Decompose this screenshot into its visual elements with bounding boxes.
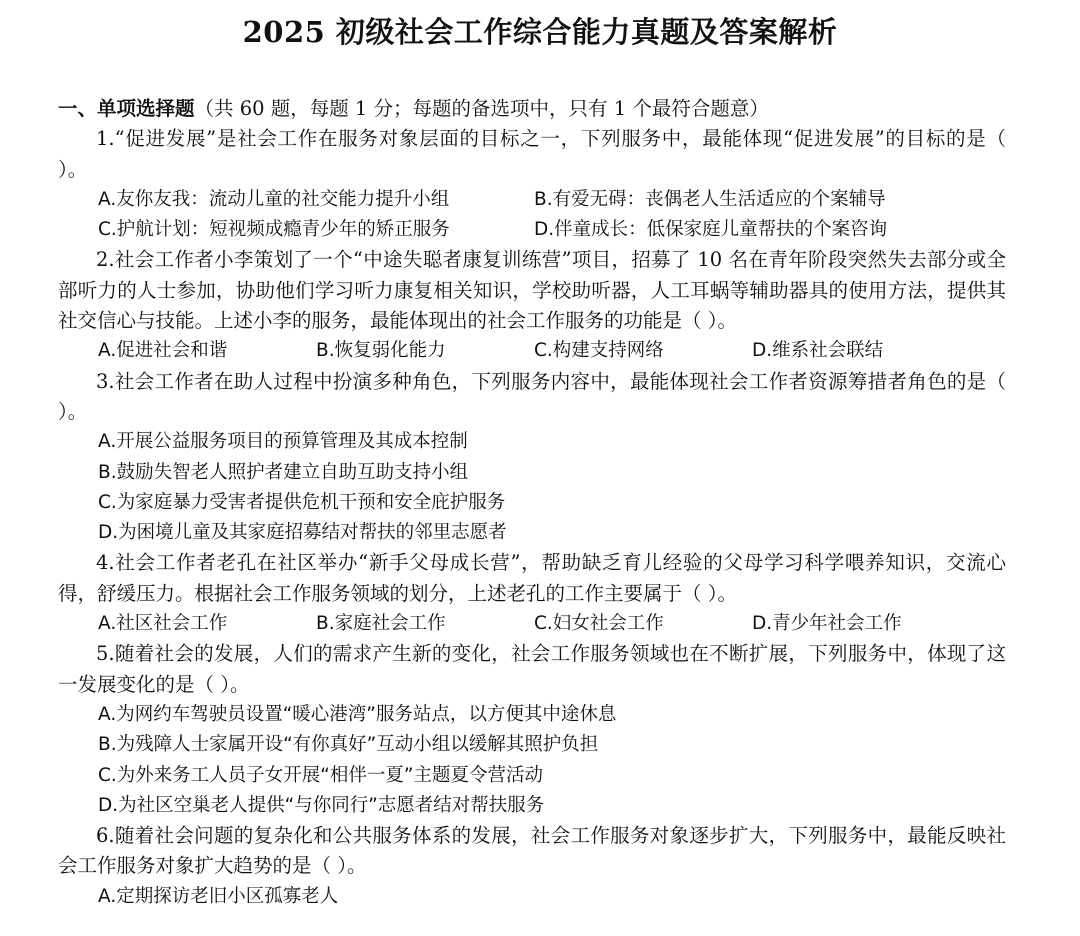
question-1-option-a: A.友你友我：流动儿童的社交能力提升小组: [98, 188, 450, 210]
question-1-options-row-1: [58, 185, 1006, 215]
question-4-stem: 4.社会工作者老孔在社区举办“新手父母成长营”，帮助缺乏育儿经验的父母学习科学喂养知识，交流心得，舒缓压力。根据社会工作服务领域的划分，上述老孔的工作主要属于（ ）。: [58, 551, 1006, 605]
question-2-option-b: B.恢复弱化能力: [316, 340, 446, 362]
question-3-option-b: B.鼓励失智老人照护者建立自助互助支持小组: [98, 461, 469, 483]
question-2-option-c: C.构建支持网络: [534, 340, 664, 362]
question-5-option-c: C.为外来务工人员子女开展“相伴一夏”主题夏令营活动: [98, 764, 543, 786]
question-1-stem: 1.“促进发展”是社会工作在服务对象层面的目标之一，下列服务中，最能体现“促进发展”的目标的是（ ）。: [58, 127, 1006, 181]
question-2-options-row: [58, 336, 1006, 366]
question-3-option-d: D.为困境儿童及其家庭招募结对帮扶的邻里志愿者: [98, 522, 507, 544]
question-5-option-a: A.为网约车驾驶员设置“暖心港湾”服务站点，以方便其中途休息: [98, 703, 617, 725]
question-6-option-a: A.定期探访老旧小区孤寡老人: [98, 885, 339, 907]
question-1-option-b: B.有爱无碍：丧偶老人生活适应的个案辅导: [534, 188, 886, 210]
document-body: [58, 94, 1006, 912]
question-4-option-c: C.妇女社会工作: [534, 613, 664, 635]
question-2-option-a: A.促进社会和谐: [98, 340, 228, 362]
document-title: 2025 初级社会工作综合能力真题及答案解析: [242, 15, 838, 49]
section-note: （共 60 题，每题 1 分；每题的备选项中，只有 1 个最符合题意）: [194, 97, 769, 120]
question-1-options-row-2: [58, 215, 1006, 245]
question-2-stem: 2.社会工作者小李策划了一个“中途失聪者康复训练营”项目，招募了 10 名在青年阶段突然失去部分或全部听力的人士参加，协助他们学习听力康复相关知识，学校助听器，人工耳蜗等辅助器具的使用方法，提供其社交信心与技能。上述小李的服务，最能体现出的社会工作服务的功能是（ ）。: [58, 248, 1006, 333]
question-3-option-a: A.开展公益服务项目的预算管理及其成本控制: [98, 431, 468, 453]
question-3-stem: 3.社会工作者在助人过程中扮演多种角色，下列服务内容中，最能体现社会工作者资源筹措者角色的是（ ）。: [58, 369, 1006, 423]
question-4-option-a: A.社区社会工作: [98, 613, 228, 635]
question-6-stem: 6.随着社会问题的复杂化和公共服务体系的发展，社会工作服务对象逐步扩大，下列服务中，最能反映社会工作服务对象扩大趋势的是（ ）。: [58, 824, 1006, 878]
section-heading: 一、单项选择题: [58, 97, 195, 120]
question-1-option-c: C.护航计划：短视频成瘾青少年的矫正服务: [98, 219, 450, 241]
question-4-options-row: [58, 609, 1006, 639]
question-4-option-d: D.青少年社会工作: [752, 613, 902, 635]
question-4-option-b: B.家庭社会工作: [316, 613, 446, 635]
question-5-option-d: D.为社区空巢老人提供“与你同行”志愿者结对帮扶服务: [98, 794, 545, 816]
section-header: [58, 94, 1006, 124]
question-1-option-d: D.伴童成长：低保家庭儿童帮扶的个案咨询: [534, 219, 888, 241]
question-2-option-d: D.维系社会联结: [752, 340, 884, 362]
question-5-stem: 5.随着社会的发展，人们的需求产生新的变化，社会工作服务领域也在不断扩展，下列服务中，体现了这一发展变化的是（ ）。: [58, 642, 1006, 696]
question-3-option-c: C.为家庭暴力受害者提供危机干预和安全庇护服务: [98, 491, 506, 513]
question-5-option-b: B.为残障人士家属开设“有你真好”互动小组以缓解其照护负担: [98, 734, 599, 756]
